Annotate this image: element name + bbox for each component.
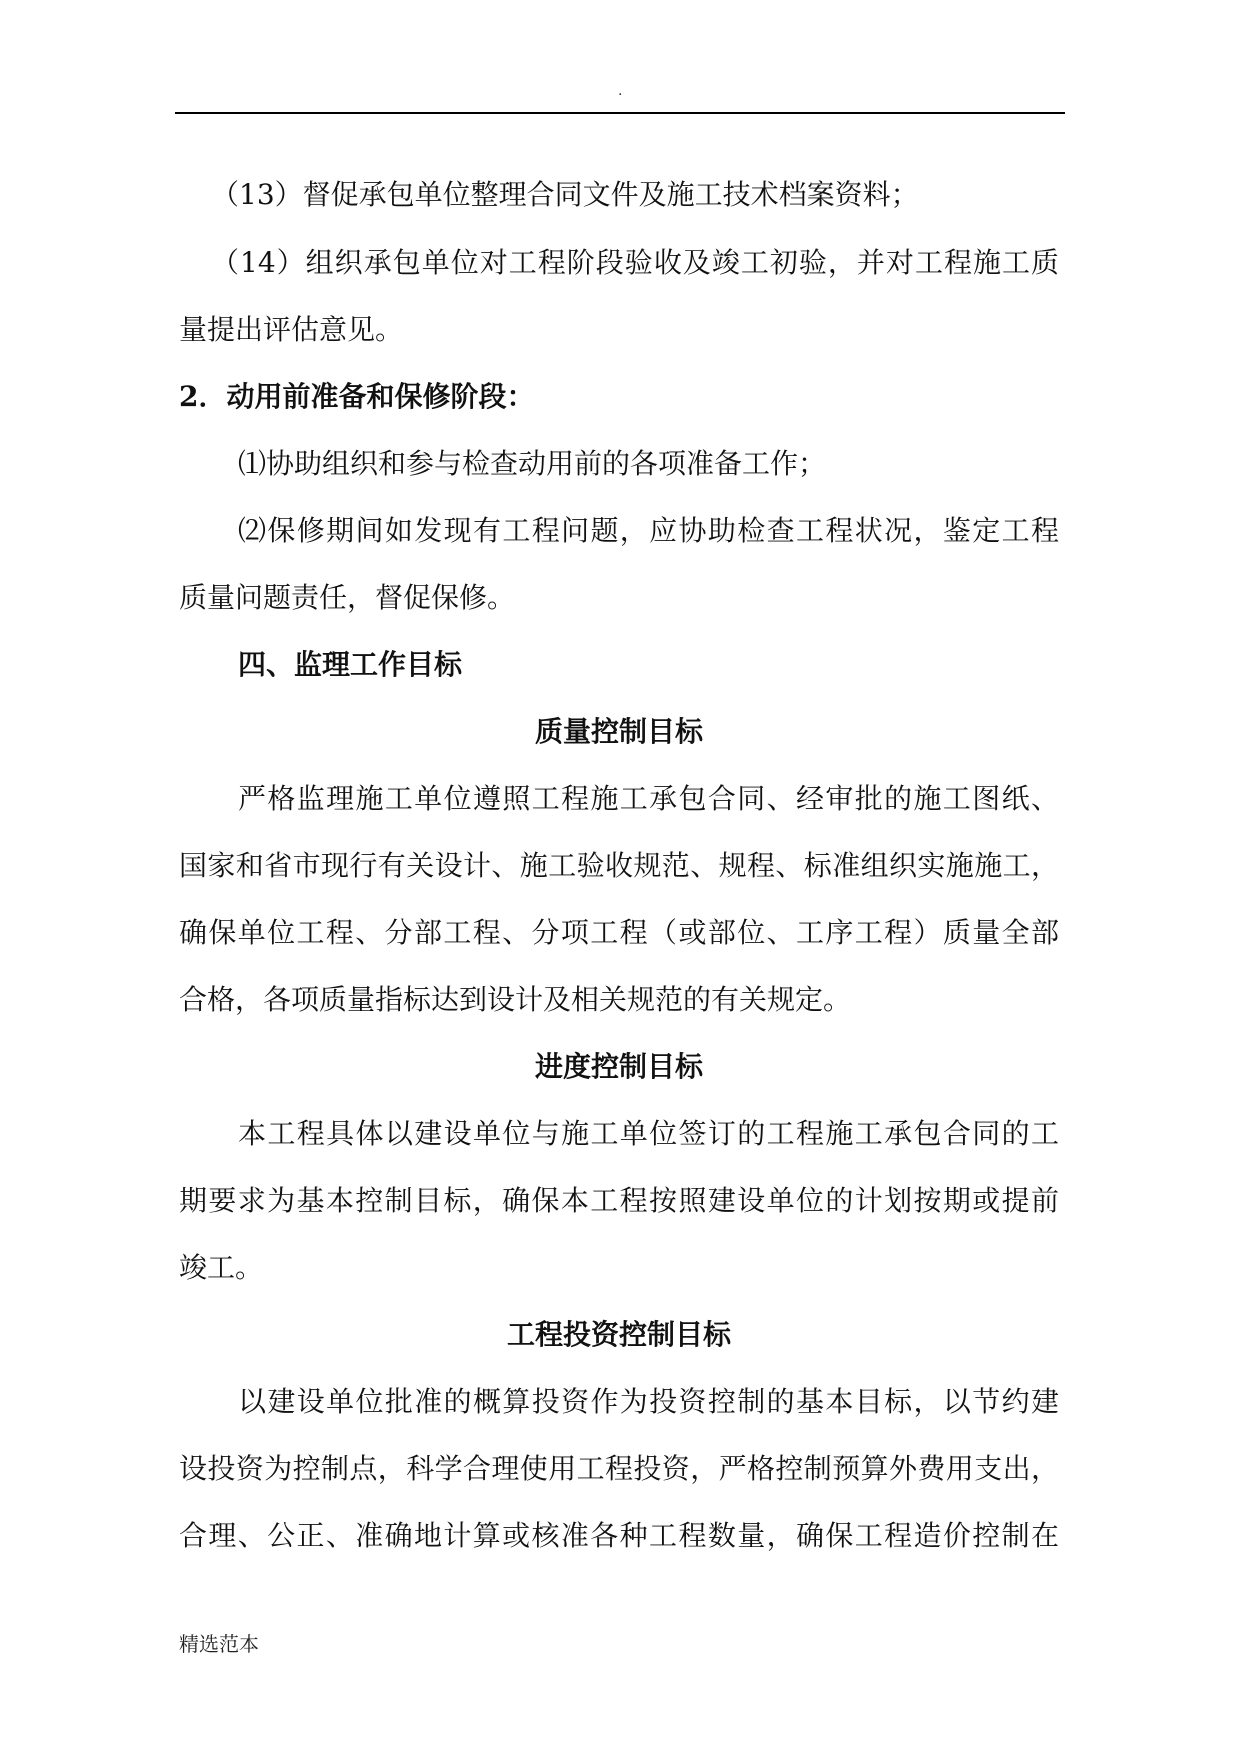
paragraph-line: 期要求为基本控制目标，确保本工程按照建设单位的计划按期或提前 <box>179 1184 1059 1217</box>
paragraph-line: 量提出评估意见。 <box>179 313 404 346</box>
paragraph-line: 竣工。 <box>179 1251 264 1284</box>
paragraph-line: 合理、公正、准确地计算或核准各种工程数量，确保工程造价控制在 <box>179 1519 1059 1552</box>
paragraph-line: （13）督促承包单位整理合同文件及施工技术档案资料； <box>211 178 919 211</box>
section-heading: 2．动用前准备和保修阶段： <box>179 380 535 413</box>
paragraph-line: 质量问题责任，督促保修。 <box>179 581 516 614</box>
subsection-heading-investment: 工程投资控制目标 <box>506 1318 731 1351</box>
paragraph-line: 设投资为控制点，科学合理使用工程投资，严格控制预算外费用支出， <box>179 1452 1059 1485</box>
paragraph-line: 确保单位工程、分部工程、分项工程（或部位、工序工程）质量全部 <box>179 916 1059 949</box>
paragraph-line: 以建设单位批准的概算投资作为投资控制的基本目标，以节约建 <box>238 1385 1059 1418</box>
paragraph-line: 本工程具体以建设单位与施工单位签订的工程施工承包合同的工 <box>238 1117 1059 1150</box>
paragraph-line: 合格，各项质量指标达到设计及相关规范的有关规定。 <box>179 983 852 1016</box>
paragraph-line: ⑵保修期间如发现有工程问题，应协助检查工程状况，鉴定工程 <box>238 514 1059 547</box>
page-header-mark: . <box>618 83 623 99</box>
footer-label: 精选范本 <box>179 1632 259 1656</box>
chapter-heading: 四、监理工作目标 <box>238 648 463 681</box>
paragraph-line: ⑴协助组织和参与检查动用前的各项准备工作； <box>238 447 827 480</box>
paragraph-line: （14）组织承包单位对工程阶段验收及竣工初验，并对工程施工质 <box>211 246 1059 279</box>
subsection-heading-progress: 进度控制目标 <box>534 1050 703 1083</box>
subsection-heading-quality: 质量控制目标 <box>534 715 703 748</box>
paragraph-line: 国家和省市现行有关设计、施工验收规范、规程、标准组织实施施工， <box>179 849 1059 882</box>
header-rule <box>175 112 1065 114</box>
paragraph-line: 严格监理施工单位遵照工程施工承包合同、经审批的施工图纸、 <box>238 782 1059 815</box>
